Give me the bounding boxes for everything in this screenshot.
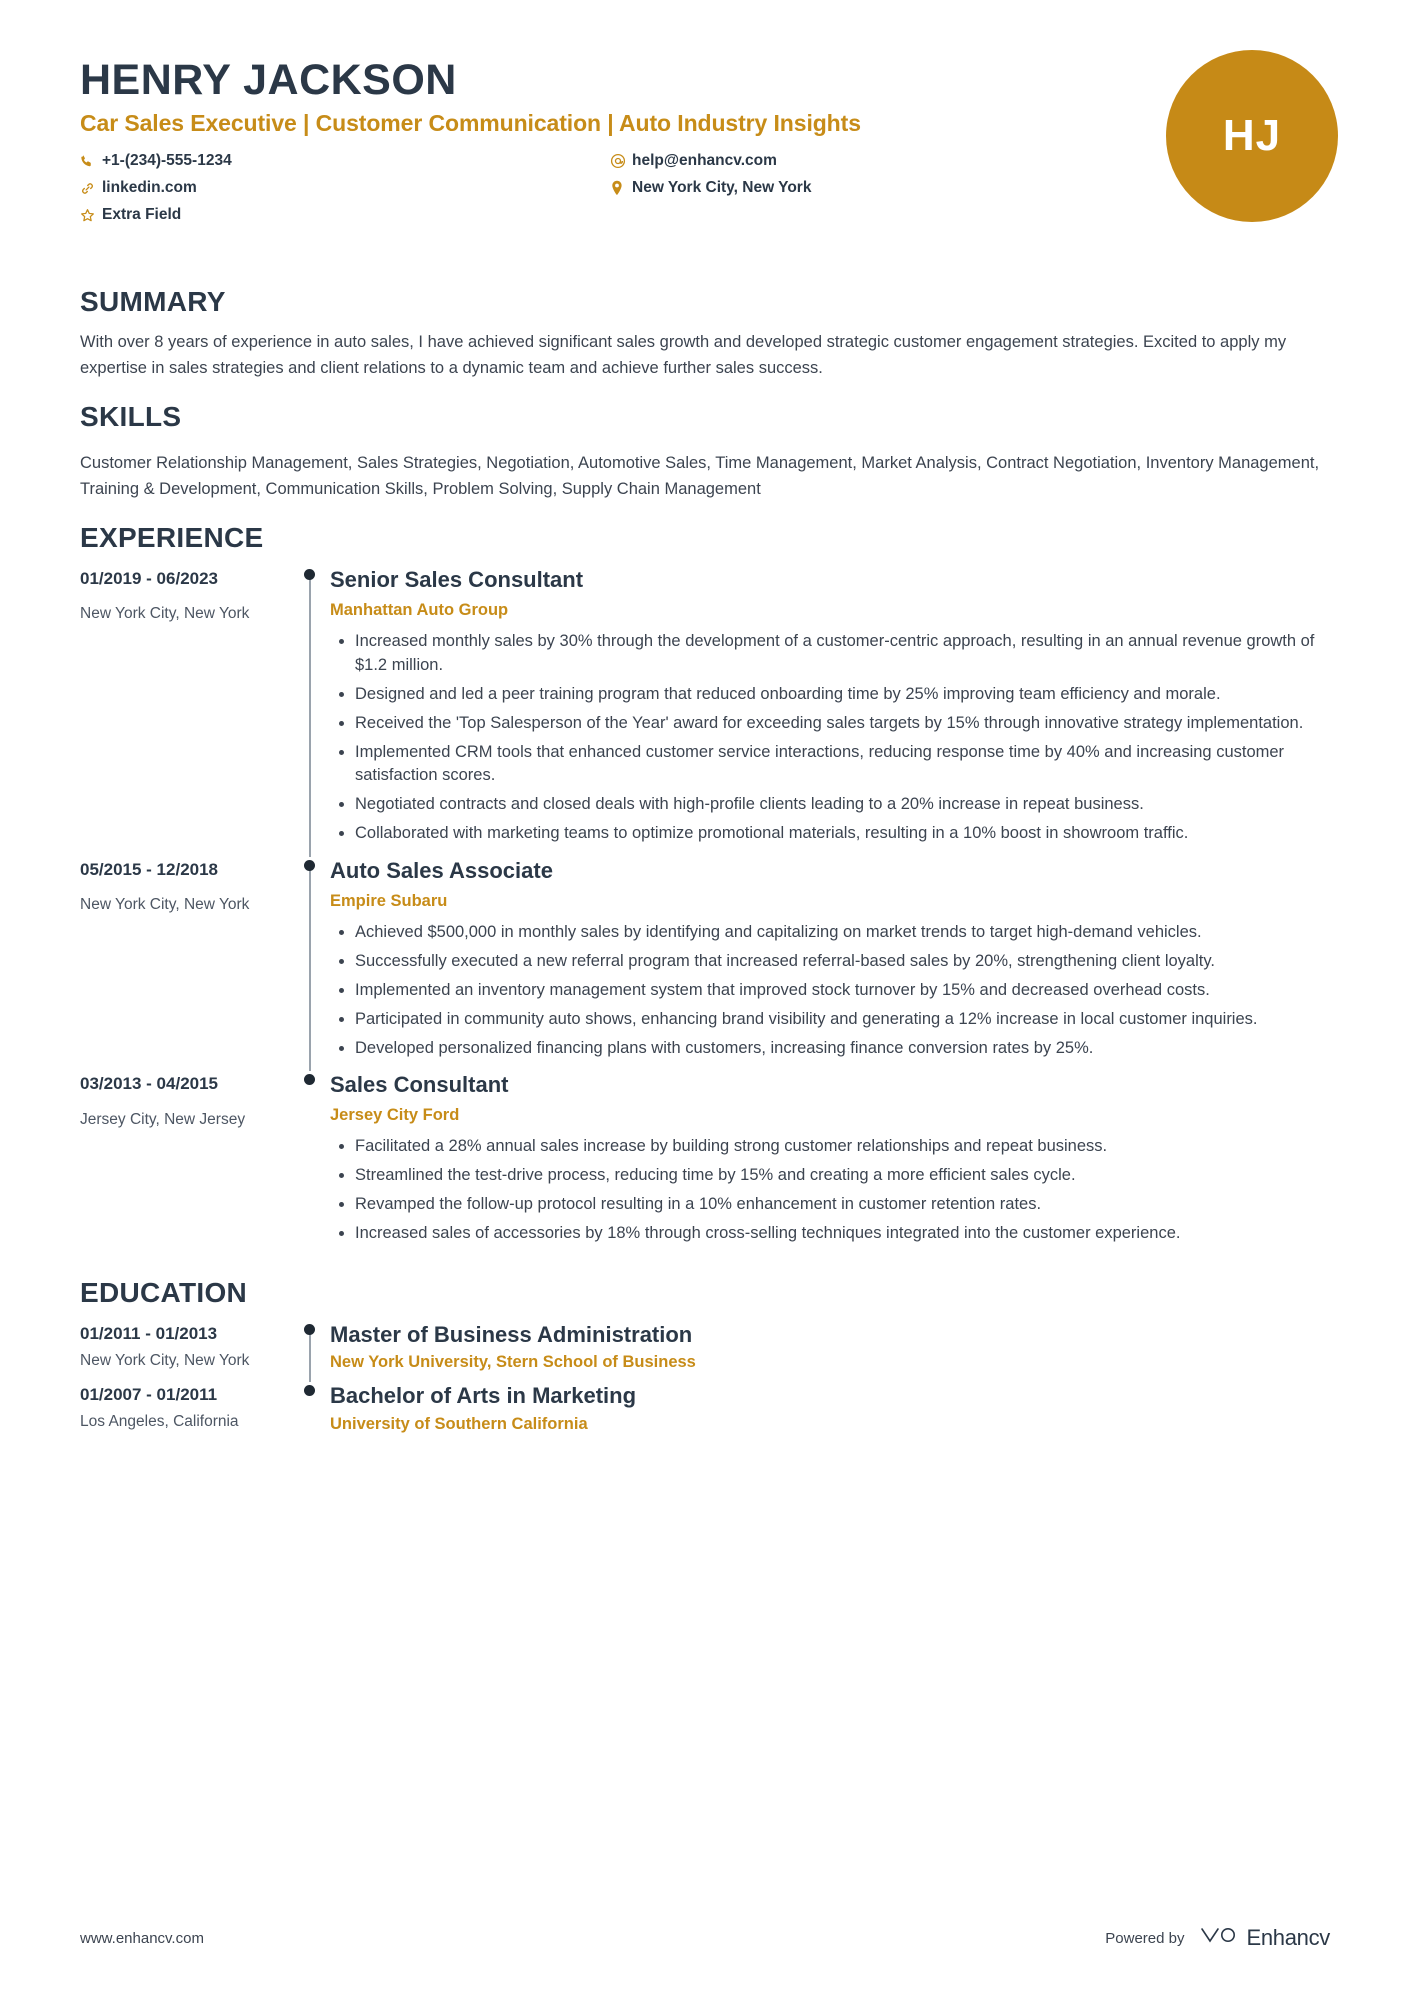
- list-item: Developed personalized financing plans with customers, increasing finance conversion rates by 25%.: [355, 1037, 1330, 1061]
- contact-location[interactable]: [610, 178, 1140, 198]
- timeline-rail: [298, 566, 330, 857]
- list-item: Collaborated with marketing teams to optimize promotional materials, resulting in a 10% boost in showroom traffic.: [355, 822, 1330, 846]
- contact-email-text: help@enhancv.com: [632, 152, 777, 170]
- link-icon: [80, 181, 102, 196]
- timeline-rail: [298, 1382, 330, 1440]
- experience-entry-location: Jersey City, New Jersey: [80, 1110, 246, 1128]
- experience-entry: [80, 857, 1330, 1071]
- timeline-dot: [304, 1385, 315, 1396]
- section-experience: [80, 522, 1330, 1256]
- list-item: Increased monthly sales by 30% through the development of a customer-centric approach, resulting in an annual revenue growth of $1.2 million.: [355, 630, 1330, 678]
- timeline-rail: [298, 1071, 330, 1256]
- list-item: Participated in community auto shows, enhancing brand visibility and generating a 12% increase in local customer inquiries.: [355, 1008, 1330, 1032]
- education-entry-location: Los Angeles, California: [80, 1413, 239, 1431]
- contact-location-text: New York City, New York: [632, 179, 812, 197]
- contact-extra-field[interactable]: [80, 205, 610, 225]
- education-entry-meta: [80, 1321, 298, 1379]
- enhancv-wordmark: Enhancv: [1246, 1925, 1330, 1950]
- avatar: [1166, 50, 1338, 222]
- page-title: HENRY JACKSON: [80, 56, 457, 104]
- experience-entry-company: Jersey City Ford: [330, 1106, 460, 1125]
- education-entry-location: New York City, New York: [80, 1351, 250, 1369]
- education-entry-body: [330, 1321, 1330, 1379]
- timeline-dot: [304, 1324, 315, 1335]
- section-summary: [80, 286, 1330, 381]
- list-item: Designed and led a peer training program that reduced onboarding time by 25% improving team efficiency and morale.: [355, 683, 1330, 707]
- location-pin-icon: [610, 180, 632, 196]
- experience-entry-body: [330, 566, 1330, 857]
- section-education: [80, 1277, 1330, 1440]
- list-item: Received the 'Top Salesperson of the Year' award for exceeding sales targets by 15% through innovative strategy implementation.: [355, 712, 1330, 736]
- footer-website-url[interactable]: www.enhancv.com: [80, 1929, 204, 1947]
- contact-details: [80, 151, 1140, 225]
- experience-entry-location: New York City, New York: [80, 605, 250, 623]
- skills-section-title: SKILLS: [80, 401, 182, 433]
- education-entry-meta: [80, 1382, 298, 1440]
- footer-powered-by-label: Powered by: [1105, 1929, 1185, 1947]
- experience-entry-role: Senior Sales Consultant: [330, 567, 584, 593]
- list-item: Revamped the follow-up protocol resulting in a 10% enhancement in customer retention rates.: [355, 1193, 1330, 1217]
- education-entry-school: New York University, Stern School of Business: [330, 1353, 696, 1372]
- enhancv-mark-icon: [1198, 1923, 1238, 1953]
- page-footer: [80, 1923, 1330, 1953]
- experience-entry-date: 01/2019 - 06/2023: [80, 569, 219, 589]
- experience-section-title: EXPERIENCE: [80, 522, 264, 554]
- footer-branding: [1105, 1923, 1330, 1953]
- summary-section-title: SUMMARY: [80, 286, 226, 317]
- experience-entry: [80, 1071, 1330, 1256]
- experience-entry-company: Empire Subaru: [330, 891, 448, 910]
- list-item: Implemented an inventory management system that improved stock turnover by 15% and decreased overhead costs.: [355, 979, 1330, 1003]
- star-icon: [80, 208, 102, 223]
- experience-entry-company: Manhattan Auto Group: [330, 600, 509, 619]
- education-entry-degree: Bachelor of Arts in Marketing: [330, 1383, 637, 1409]
- education-entry-date: 01/2007 - 01/2011: [80, 1385, 218, 1405]
- timeline-dot: [304, 569, 315, 580]
- education-entry: [80, 1382, 1330, 1440]
- experience-entry-bullets: [330, 921, 1330, 1061]
- timeline-rail: [298, 1321, 330, 1379]
- list-item: Achieved $500,000 in monthly sales by identifying and capitalizing on market trends to target high-demand vehicles.: [355, 921, 1330, 945]
- experience-entry-date: 05/2015 - 12/2018: [80, 860, 219, 880]
- education-entry-date: 01/2011 - 01/2013: [80, 1323, 218, 1343]
- contact-linkedin[interactable]: [80, 178, 610, 198]
- email-icon: [610, 153, 632, 169]
- timeline-rail: [298, 857, 330, 1071]
- experience-entry-meta: [80, 566, 298, 857]
- experience-entry-role: Auto Sales Associate: [330, 858, 553, 884]
- contact-phone[interactable]: [80, 151, 610, 171]
- experience-entry-body: [330, 1071, 1330, 1256]
- skills-text: Customer Relationship Management, Sales Strategies, Negotiation, Automotive Sales, Time Management, Market Analysis, Contract Negotiation, Inventory Management, Training & Development, Communication Skills, Problem Solving, Supply Chain Management: [80, 454, 1320, 498]
- professional-headline: Car Sales Executive | Customer Communication | Auto Industry Insights: [80, 110, 861, 137]
- list-item: Implemented CRM tools that enhanced customer service interactions, reducing response time by 40% and increasing customer satisfaction scores.: [355, 741, 1330, 789]
- experience-entry-date: 03/2013 - 04/2015: [80, 1074, 219, 1094]
- education-section-title: EDUCATION: [80, 1276, 248, 1308]
- experience-entry-meta: [80, 1071, 298, 1256]
- experience-entry-body: [330, 857, 1330, 1071]
- phone-icon: [80, 154, 102, 169]
- section-skills: [80, 401, 1330, 502]
- avatar-initials: HJ: [1222, 111, 1282, 160]
- experience-entry-bullets: [330, 630, 1330, 846]
- education-entry-school: University of Southern California: [330, 1414, 588, 1433]
- list-item: Successfully executed a new referral program that increased referral-based sales by 20%, strengthening client loyalty.: [355, 950, 1330, 974]
- list-item: Increased sales of accessories by 18% through cross-selling techniques integrated into the customer experience.: [355, 1222, 1330, 1246]
- experience-entry-location: New York City, New York: [80, 896, 250, 914]
- education-entry-degree: Master of Business Administration: [330, 1321, 693, 1347]
- list-item: Negotiated contracts and closed deals with high-profile clients leading to a 20% increase in repeat business.: [355, 793, 1330, 817]
- enhancv-logo[interactable]: [1198, 1923, 1330, 1953]
- timeline-line: [309, 1329, 311, 1383]
- list-item: Facilitated a 28% annual sales increase by building strong customer relationships and repeat business.: [355, 1135, 1330, 1159]
- resume-header: [80, 56, 1330, 266]
- contact-email[interactable]: [610, 151, 1140, 171]
- experience-entry-bullets: [330, 1135, 1330, 1246]
- timeline-dot: [304, 1074, 315, 1085]
- contact-phone-text: +1-(234)-555-1234: [102, 152, 232, 170]
- education-entry-body: [330, 1382, 1330, 1440]
- timeline-line: [309, 865, 311, 1071]
- experience-entry-meta: [80, 857, 298, 1071]
- contact-linkedin-text: linkedin.com: [102, 179, 197, 197]
- summary-text: With over 8 years of experience in auto sales, I have achieved significant sales growth and developed strategic customer engagement strategies. Excited to apply my expertise in sales strategies and client relations to a dynamic team and achieve further sales success.: [80, 333, 1287, 377]
- timeline-dot: [304, 860, 315, 871]
- list-item: Streamlined the test-drive process, reducing time by 15% and creating a more efficient sales cycle.: [355, 1164, 1330, 1188]
- timeline-line: [309, 574, 311, 857]
- education-entry: [80, 1321, 1330, 1379]
- experience-entry: [80, 566, 1330, 857]
- contact-extra-field-text: Extra Field: [102, 206, 182, 224]
- experience-entry-role: Sales Consultant: [330, 1072, 509, 1098]
